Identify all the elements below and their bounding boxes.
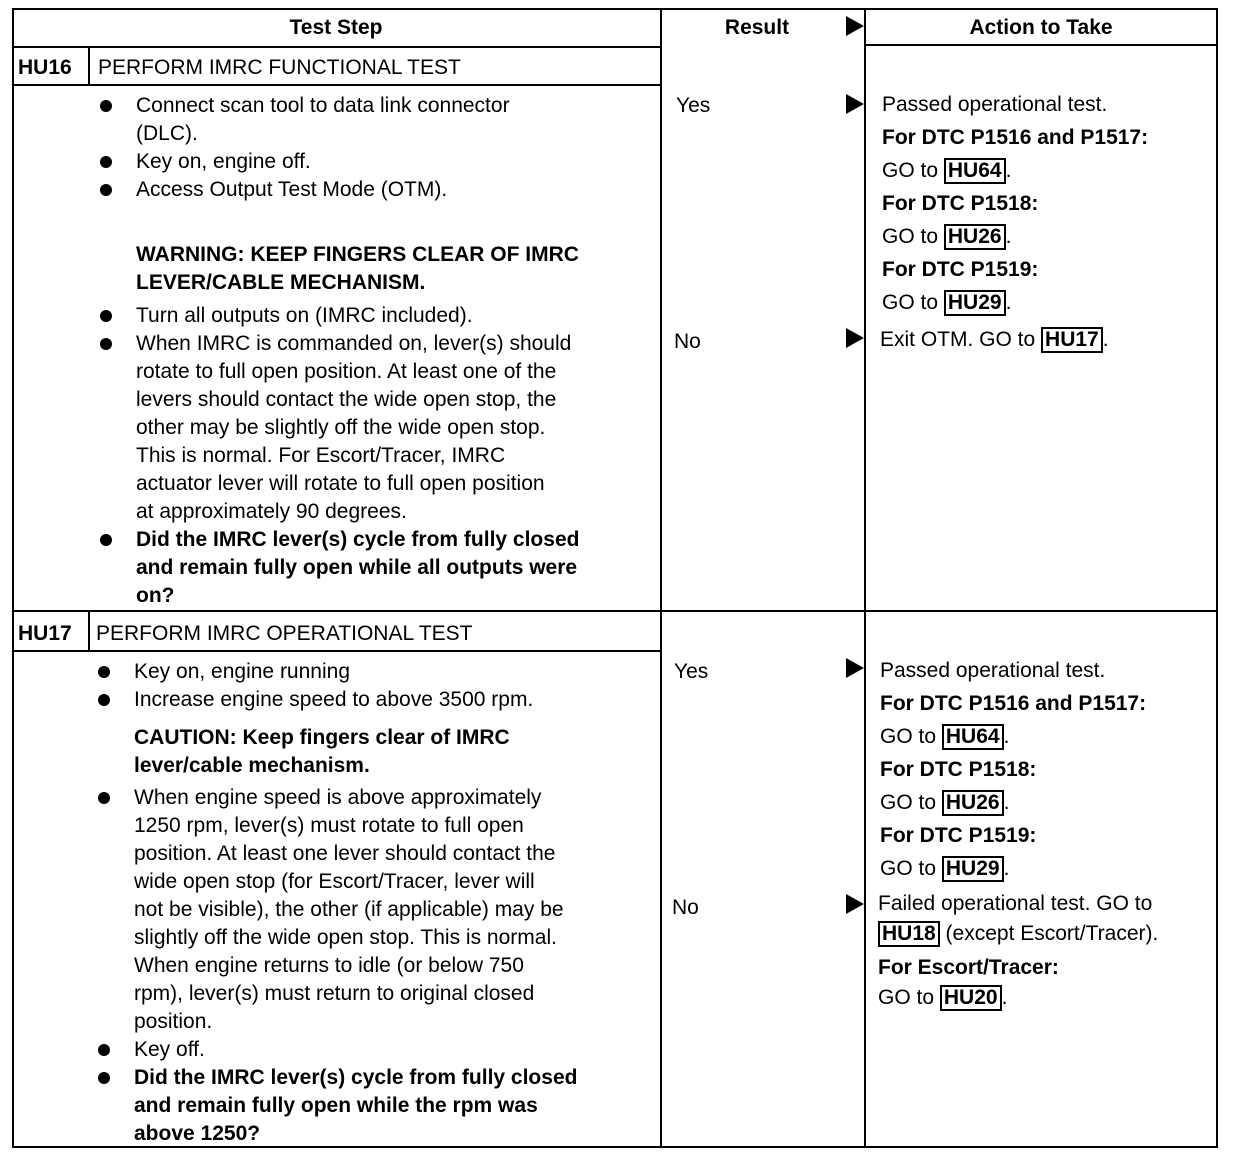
hu16-yes-arrow-icon	[846, 94, 864, 114]
header-test-step: Test Step	[289, 16, 383, 39]
goto-hu17-link: HU17	[1041, 327, 1103, 353]
header-result: Result	[724, 16, 790, 39]
bullet-icon	[100, 310, 112, 322]
goto-hu26-link: HU26	[942, 790, 1004, 816]
hu17-result-no: No	[672, 896, 699, 919]
hu17-code-divider	[88, 610, 90, 652]
hu16-title-underline	[12, 84, 662, 86]
header-divider-right	[864, 44, 1218, 46]
hu17-no-arrow-icon	[846, 894, 864, 914]
hu17-no-action: Failed operational test. GO to HU18 (except Escort/Tracer). For Escort/Tracer: GO to HU20 .	[878, 892, 1159, 1009]
hu17-yes-action: Passed operational test. For DTC P1516 and P1517: GO to HU64 . For DTC P1518: GO to HU26 . For DTC P1519: GO to HU29 .	[880, 659, 1147, 880]
hu16-result-yes: Yes	[676, 94, 711, 117]
bullet-icon	[98, 1072, 110, 1084]
header-action: Action to Take	[969, 16, 1113, 39]
hu16-no-arrow-icon	[846, 328, 864, 348]
row-divider	[12, 610, 1218, 612]
column-divider-2	[864, 8, 866, 1148]
hu17-bullet-2: Increase engine speed to above 3500 rpm.	[134, 686, 533, 714]
step-title-hu17: PERFORM IMRC OPERATIONAL TEST	[96, 622, 473, 645]
bullet-icon	[98, 792, 110, 804]
step-title-hu16: PERFORM IMRC FUNCTIONAL TEST	[98, 56, 461, 79]
goto-hu29-link: HU29	[944, 290, 1006, 316]
goto-hu18-link: HU18	[878, 921, 940, 947]
hu16-bullet-3: Access Output Test Mode (OTM).	[136, 176, 447, 204]
header-arrow-icon	[846, 16, 864, 36]
bullet-icon	[100, 534, 112, 546]
bullet-icon	[100, 100, 112, 112]
hu16-bullet-1: Connect scan tool to data link connector (DLC).	[136, 92, 510, 148]
hu17-title-underline	[12, 650, 662, 652]
hu16-bullet-5: When IMRC is commanded on, lever(s) should rotate to full open position. At least one of the levers should contact the wide open stop, the other may be slightly off the wide open stop. This is normal. For Escort/Tracer, IMRC actuator lever will rotate to full open position at approximately 90 degrees.	[136, 330, 571, 526]
bullet-icon	[100, 156, 112, 168]
hu17-bullet-4: Key off.	[134, 1036, 205, 1064]
hu17-bullet-1: Key on, engine running	[134, 658, 350, 686]
table-top-border	[12, 8, 1218, 10]
goto-hu64-link: HU64	[942, 724, 1004, 750]
hu17-caution: CAUTION: Keep fingers clear of IMRC lever/cable mechanism.	[134, 726, 510, 777]
bullet-icon	[98, 1044, 110, 1056]
hu16-bullet-4: Turn all outputs on (IMRC included).	[136, 302, 473, 330]
hu16-result-no: No	[674, 330, 701, 353]
hu16-bullet-6-question: Did the IMRC lever(s) cycle from fully closed and remain fully open while all outputs were on?	[136, 526, 579, 610]
column-divider-1	[660, 8, 662, 1148]
hu17-result-yes: Yes	[674, 660, 709, 683]
hu16-code-divider	[88, 46, 90, 86]
table-left-border	[12, 8, 14, 1148]
hu17-bullet-5-question: Did the IMRC lever(s) cycle from fully closed and remain fully open while the rpm was above 1250?	[134, 1064, 577, 1148]
goto-hu20-link: HU20	[940, 985, 1002, 1011]
goto-hu29-link: HU29	[942, 856, 1004, 882]
hu17-yes-arrow-icon	[846, 658, 864, 678]
diagnostic-table	[12, 8, 1218, 1148]
goto-hu64-link: HU64	[944, 158, 1006, 184]
bullet-icon	[100, 338, 112, 350]
hu16-bullet-2: Key on, engine off.	[136, 148, 311, 176]
bullet-icon	[98, 666, 110, 678]
hu16-yes-action: Passed operational test. For DTC P1516 and P1517: GO to HU64 . For DTC P1518: GO to HU26 . For DTC P1519: GO to HU29 .	[882, 93, 1149, 314]
hu16-no-action: Exit OTM. GO to HU17 .	[880, 328, 1109, 351]
hu16-warning: WARNING: KEEP FINGERS CLEAR OF IMRC LEVER/CABLE MECHANISM.	[136, 243, 579, 294]
table-right-border	[1216, 8, 1218, 1148]
hu17-bullet-3: When engine speed is above approximately 1250 rpm, lever(s) must rotate to full open position. At least one lever should contact the wide open stop (for Escort/Tracer, lever will not be visible), the other (if applicable) may be slightly off the wide open stop. This is normal. When engine returns to idle (or below 750 rpm), lever(s) must return to original closed position.	[134, 784, 564, 1036]
bullet-icon	[100, 184, 112, 196]
step-code-hu16: HU16	[18, 56, 72, 79]
bullet-icon	[98, 694, 110, 706]
goto-hu26-link: HU26	[944, 224, 1006, 250]
step-code-hu17: HU17	[18, 622, 72, 645]
header-divider-left	[12, 46, 662, 48]
